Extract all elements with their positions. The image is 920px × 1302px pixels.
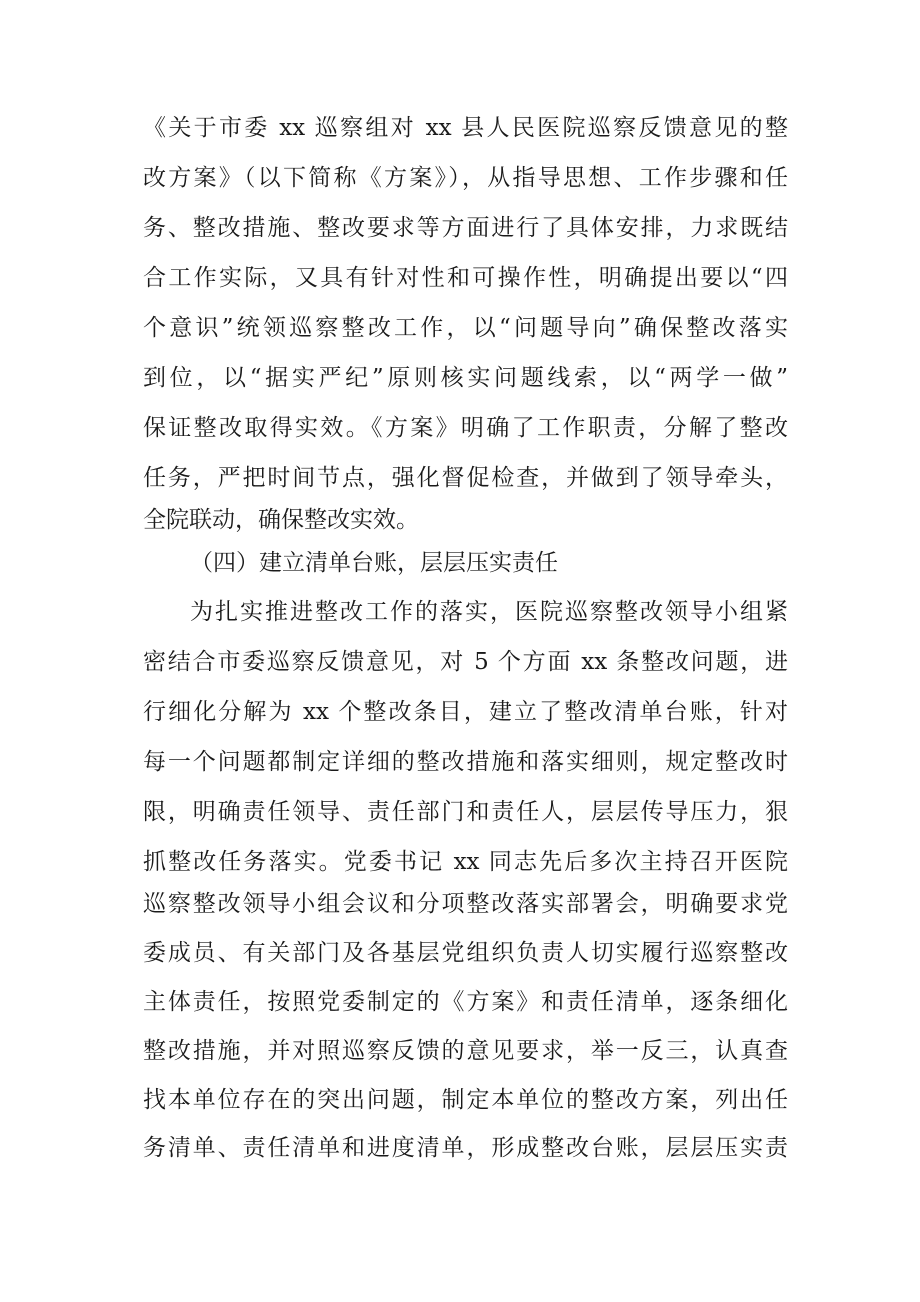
text-line: 全院联动，确保整改实效。 — [143, 507, 419, 533]
text-line: 委成员、有关部门及各基层党组织负责人切实履行巡察整改 — [143, 940, 788, 966]
text-line: 到位，以“据实严纪”原则核实问题线索，以“两学一做” — [143, 365, 788, 391]
text-line: 《关于市委 xx 巡察组对 xx 县人民医院巡察反馈意见的整 — [143, 115, 788, 141]
text-line: 务、整改措施、整改要求等方面进行了具体安排，力求既结 — [143, 215, 788, 241]
text-line: 为扎实推进整改工作的落实，医院巡察整改领导小组紧 — [190, 599, 788, 625]
text-line: 保证整改取得实效。《方案》明确了工作职责，分解了整改 — [143, 415, 788, 441]
text-line: 每一个问题都制定详细的整改措施和落实细则，规定整改时 — [143, 749, 788, 775]
text-line: 抓整改任务落实。党委书记 xx 同志先后多次主持召开医院 — [143, 849, 788, 875]
text-line: 合工作实际，又具有针对性和可操作性，明确提出要以“四 — [143, 265, 788, 291]
text-line: 找本单位存在的突出问题，制定本单位的整改方案，列出任 — [143, 1087, 788, 1113]
text-line: 整改措施，并对照巡察反馈的意见要求，举一反三，认真查 — [143, 1038, 788, 1064]
text-line: 巡察整改领导小组会议和分项整改落实部署会，明确要求党 — [143, 891, 788, 917]
text-line: 务清单、责任清单和进度清单，形成整改台账，层层压实责 — [143, 1135, 788, 1161]
text-line: 主体责任，按照党委制定的《方案》和责任清单，逐条细化 — [143, 989, 788, 1015]
text-line: 任务，严把时间节点，强化督促检查，并做到了领导牵头， — [143, 465, 788, 491]
text-line: 密结合市委巡察反馈意见，对 5 个方面 xx 条整改问题，进 — [143, 649, 788, 675]
text-line: 个意识”统领巡察整改工作，以“问题导向”确保整改落实 — [143, 315, 788, 341]
text-line: 改方案》（以下简称《方案》），从指导思想、工作步骤和任 — [143, 165, 788, 191]
text-line: 行细化分解为 xx 个整改条目，建立了整改清单台账，针对 — [143, 699, 788, 725]
text-line: 限，明确责任领导、责任部门和责任人，层层传导压力，狠 — [143, 799, 788, 825]
section-heading: （四）建立清单台账，层层压实责任 — [190, 550, 558, 576]
